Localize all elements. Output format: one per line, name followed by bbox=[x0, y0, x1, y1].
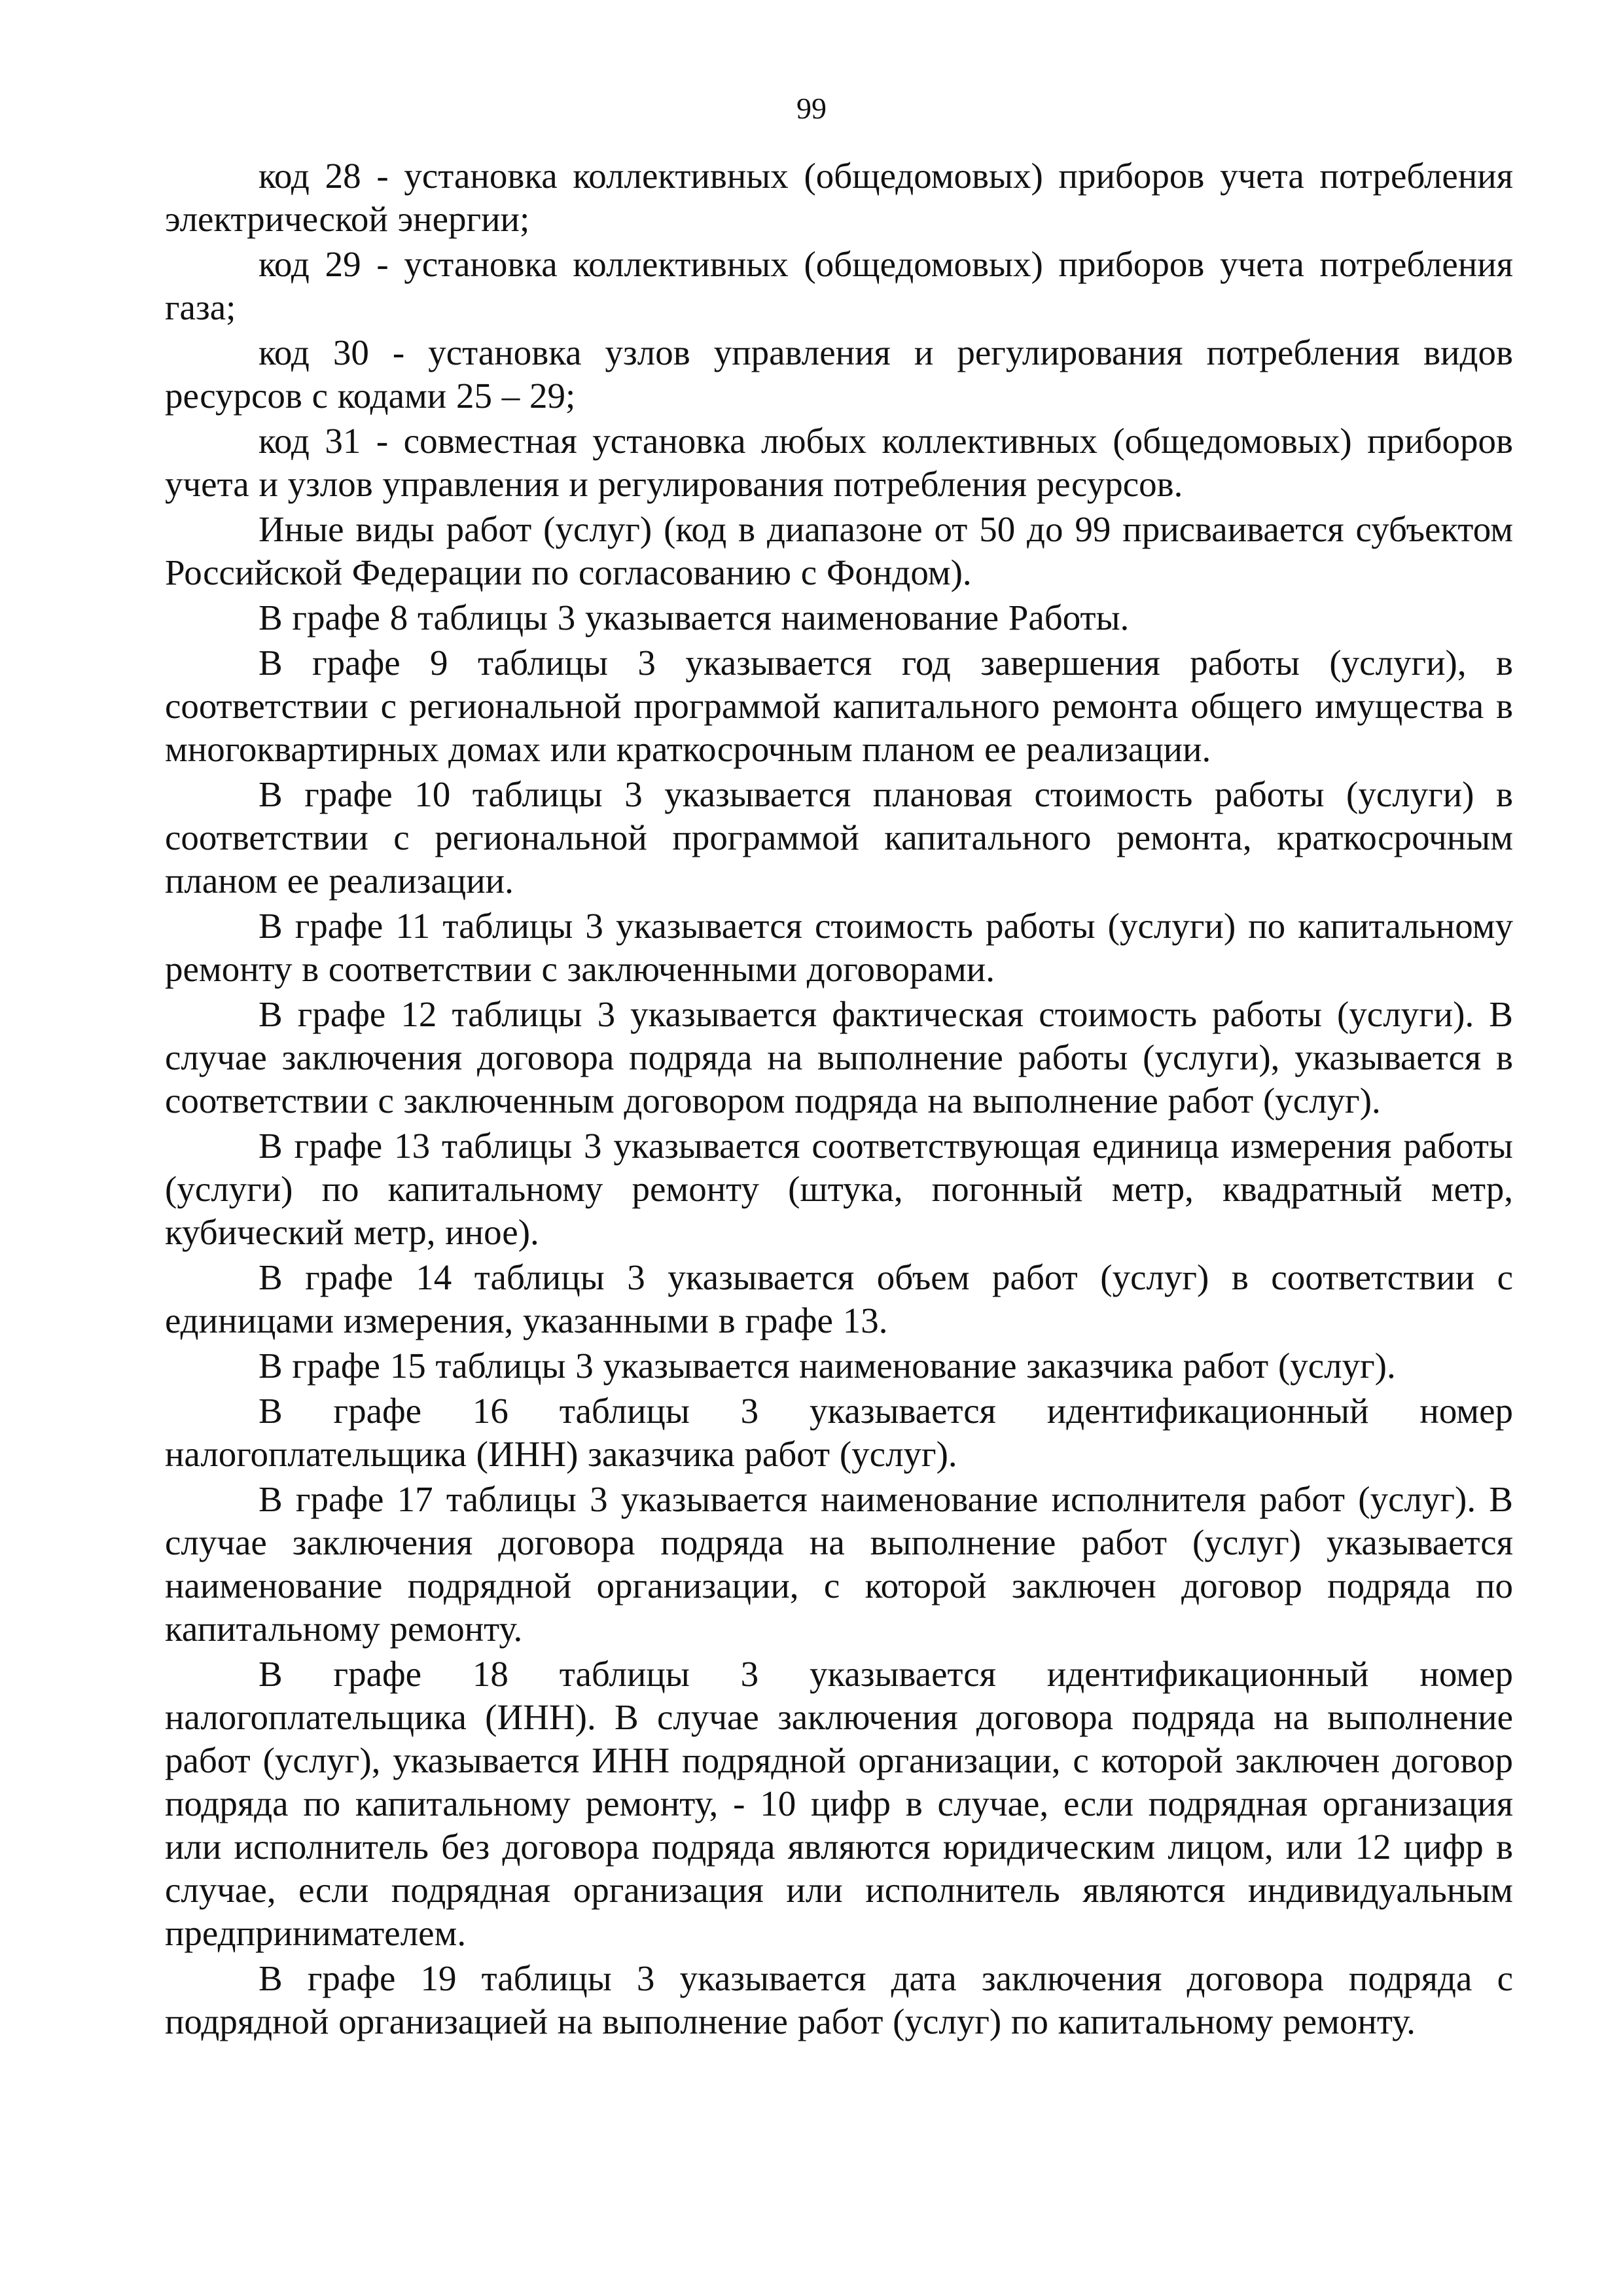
paragraph-column-16: В графе 16 таблицы 3 указывается идентификационный номер налогоплательщика (ИНН) заказчика работ (услуг). bbox=[165, 1391, 1513, 1474]
document-body bbox=[165, 154, 1513, 2045]
paragraph-other-works: Иные виды работ (услуг) (код в диапазоне от 50 до 99 присваивается субъектом Российской Федерации по согласованию с Фондом). bbox=[165, 509, 1513, 592]
paragraph-column-9: В графе 9 таблицы 3 указывается год завершения работы (услуги), в соответствии с региональной программой капитального ремонта общего имущества в многоквартирных домах или краткосрочным планом ее реализации. bbox=[165, 643, 1513, 769]
paragraph-column-18: В графе 18 таблицы 3 указывается идентификационный номер налогоплательщика (ИНН). В случае заключения договора подряда на выполнение работ (услуг), указывается ИНН подрядной организации, с которой заключен договор подряда по капитальному ремонту, - 10 цифр в случае, если подрядная организация или исполнитель без договора подряда являются юридическим лицом, или 12 цифр в случае, если подрядная организация или исполнитель являются индивидуальным предпринимателем. bbox=[165, 1654, 1513, 1953]
paragraph-column-12: В графе 12 таблицы 3 указывается фактическая стоимость работы (услуги). В случае заключения договора подряда на выполнение работы (услуги), указывается в соответствии с заключенным договором подряда на выполнение работ (услуг). bbox=[165, 994, 1513, 1121]
paragraph-column-13: В графе 13 таблицы 3 указывается соответствующая единица измерения работы (услуги) по капитальному ремонту (штука, погонный метр, квадратный метр, кубический метр, иное). bbox=[165, 1126, 1513, 1252]
paragraph-code-28: код 28 - установка коллективных (общедомовых) приборов учета потребления электрической энергии; bbox=[165, 156, 1513, 239]
paragraph-column-17: В графе 17 таблицы 3 указывается наименование исполнителя работ (услуг). В случае заключения договора подряда на выполнение работ (услуг) указывается наименование подрядной организации, с которой заключен договор подряда по капитальному ремонту. bbox=[165, 1479, 1513, 1649]
paragraph-column-10: В графе 10 таблицы 3 указывается плановая стоимость работы (услуги) в соответствии с региональной программой капитального ремонта, краткосрочным планом ее реализации. bbox=[165, 774, 1513, 901]
paragraph-column-14: В графе 14 таблицы 3 указывается объем работ (услуг) в соответствии с единицами измерения, указанными в графе 13. bbox=[165, 1257, 1513, 1340]
paragraph-code-31: код 31 - совместная установка любых коллективных (общедомовых) приборов учета и узлов управления и регулирования потребления ресурсов. bbox=[165, 421, 1513, 504]
paragraph-column-19: В графе 19 таблицы 3 указывается дата заключения договора подряда с подрядной организацией на выполнение работ (услуг) по капитальному ремонту. bbox=[165, 1958, 1513, 2041]
paragraph-column-11: В графе 11 таблицы 3 указывается стоимость работы (услуги) по капитальному ремонту в соответствии с заключенными договорами. bbox=[165, 906, 1513, 989]
paragraph-column-8: В графе 8 таблицы 3 указывается наименование Работы. bbox=[259, 598, 1130, 637]
paragraph-code-29: код 29 - установка коллективных (общедомовых) приборов учета потребления газа; bbox=[165, 244, 1513, 327]
paragraph-code-30: код 30 - установка узлов управления и регулирования потребления видов ресурсов с кодами 25 – 29; bbox=[165, 332, 1513, 416]
paragraph-column-15: В графе 15 таблицы 3 указывается наименование заказчика работ (услуг). bbox=[259, 1346, 1396, 1386]
page-number: 99 bbox=[796, 92, 827, 125]
